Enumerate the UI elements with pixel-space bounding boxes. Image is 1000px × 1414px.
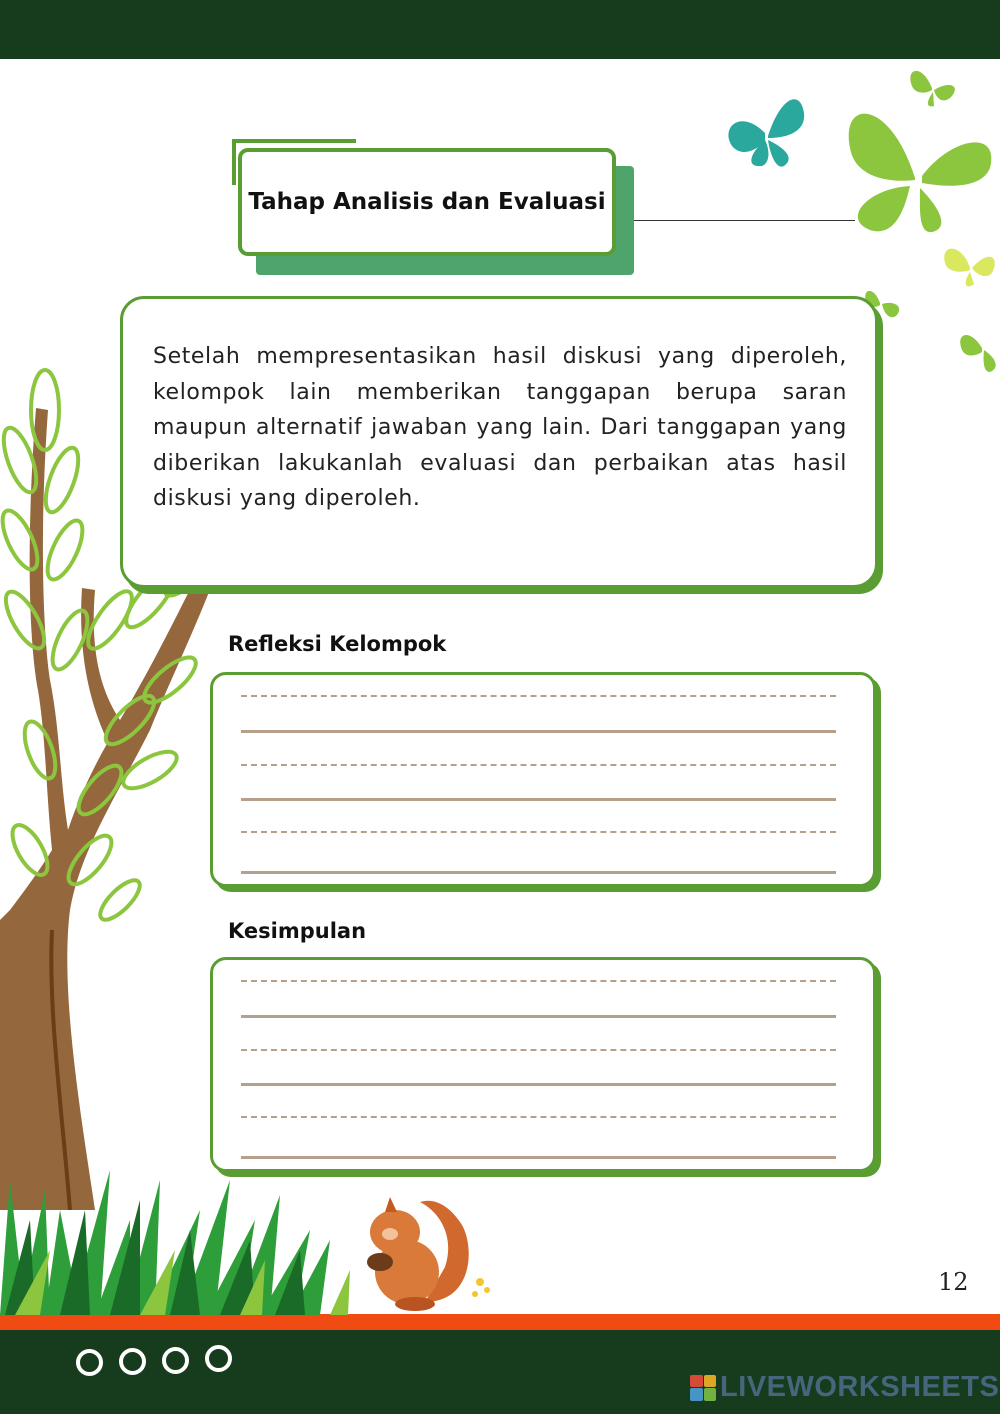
writing-line-dashed [241, 831, 836, 833]
title-accent-line-vertical [232, 139, 236, 185]
title-box [238, 148, 616, 256]
butterfly-large-green-icon [849, 114, 992, 233]
conclusion-answer-box[interactable] [210, 957, 876, 1172]
writing-line-dashed [241, 1116, 836, 1118]
writing-line [241, 1083, 836, 1086]
butterfly-teal-icon [728, 99, 804, 166]
conclusion-label: Kesimpulan [228, 919, 367, 943]
writing-line [241, 1156, 836, 1159]
writing-line-dashed [241, 695, 836, 697]
footer-dot-icon [76, 1349, 103, 1376]
orange-strip [0, 1314, 1000, 1330]
page-title: Tahap Analisis dan Evaluasi [248, 189, 606, 215]
title-underline [634, 220, 855, 221]
reflection-answer-box[interactable] [210, 672, 876, 887]
footer-dot-icon [205, 1345, 232, 1372]
instruction-box [120, 296, 878, 588]
writing-line-dashed [241, 1049, 836, 1051]
butterfly-green-right-icon [960, 335, 995, 372]
butterfly-yellow-icon [944, 249, 995, 287]
instruction-text: Setelah mempresentasikan hasil diskusi yang diperoleh, kelompok lain memberikan tanggapan berupa saran maupun alternatif jawaban yang lain. Dari tanggapan yang diberikan lakukanlah evaluasi dan perbaikan atas hasil diskusi yang diperoleh. [153, 344, 847, 511]
footer-dot-icon [162, 1347, 189, 1374]
writing-line [241, 730, 836, 733]
writing-line [241, 798, 836, 801]
butterfly-small-green-icon [910, 71, 955, 107]
watermark [690, 1371, 999, 1404]
page-number: 12 [938, 1268, 969, 1296]
watermark-text: LIVEWORKSHEETS [720, 1371, 1000, 1403]
writing-line [241, 871, 836, 874]
top-bar [0, 0, 1000, 59]
writing-line-dashed [241, 764, 836, 766]
writing-line-dashed [241, 980, 836, 982]
writing-line [241, 1015, 836, 1018]
title-accent-line [232, 139, 356, 143]
squirrel-illustration [345, 1182, 495, 1317]
liveworksheets-logo-icon [690, 1375, 716, 1401]
footer-dot-icon [119, 1348, 146, 1375]
reflection-label: Refleksi Kelompok [228, 632, 447, 656]
